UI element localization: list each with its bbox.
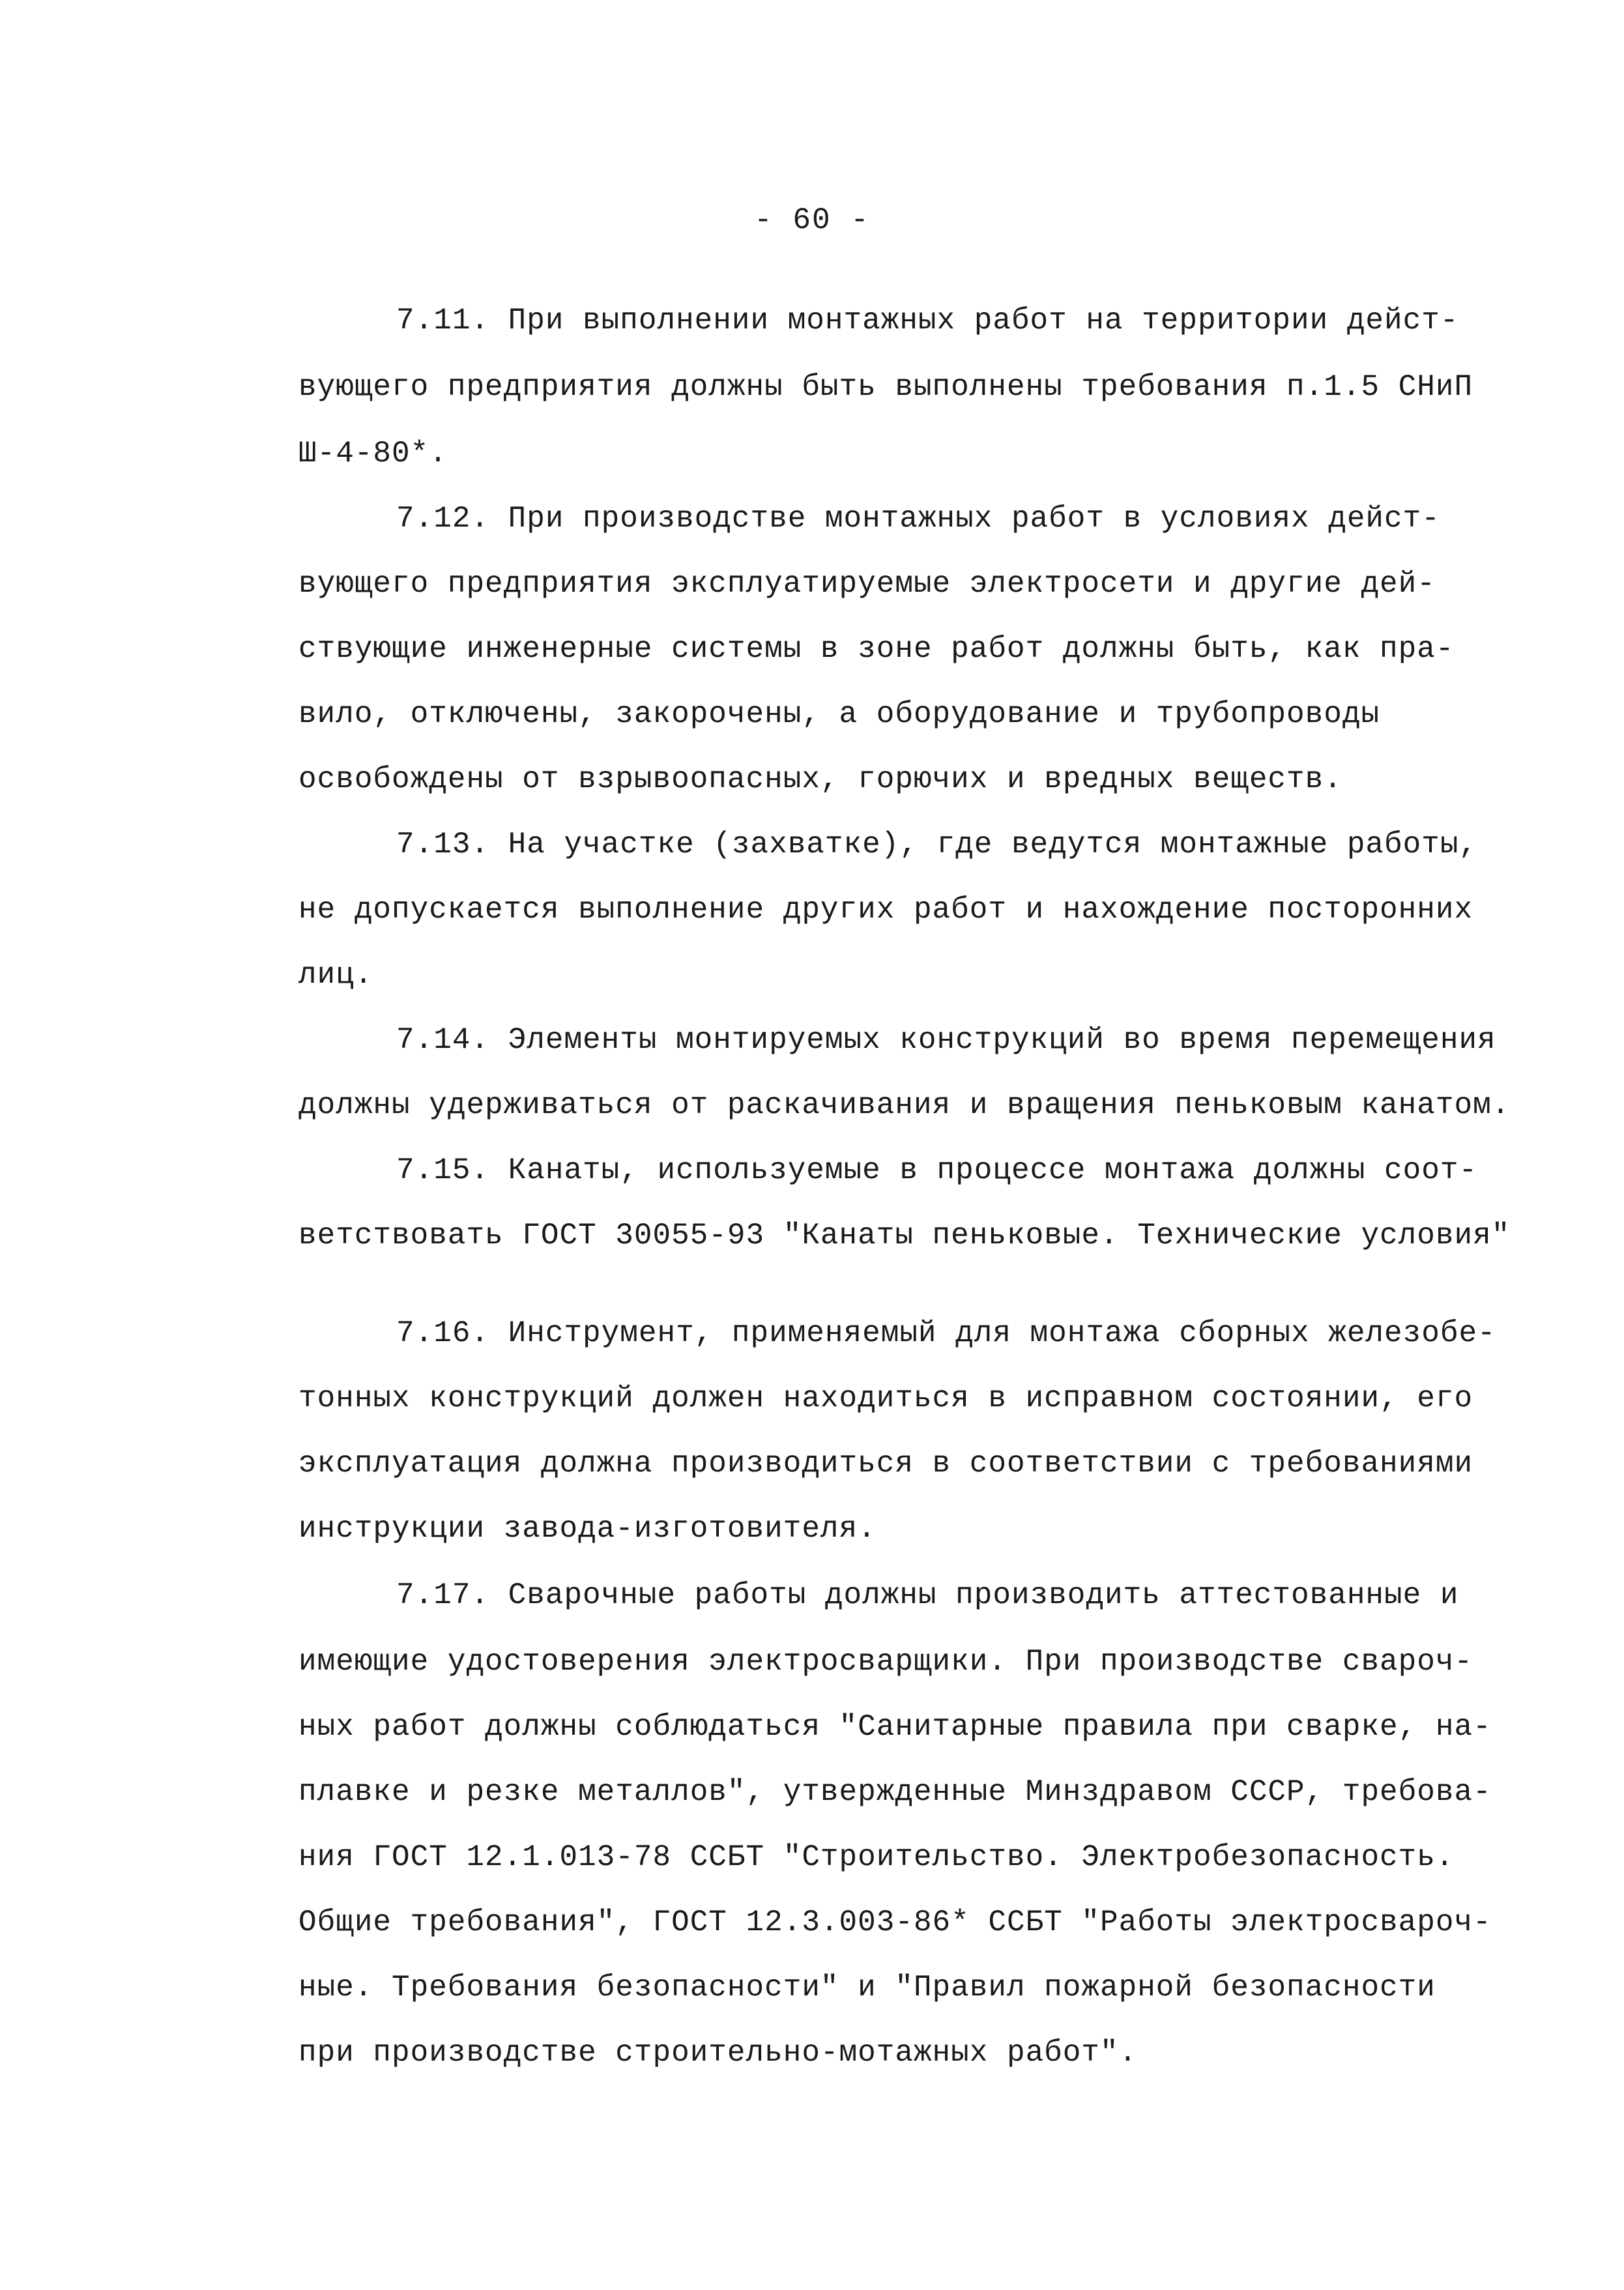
paragraph-7-17-line-1: 7.17. Сварочные работы должны производить аттестованные и bbox=[396, 1578, 1459, 1612]
paragraph-7-17-line-7: ные. Требования безопасности" и "Правил пожарной безопасности bbox=[298, 1971, 1436, 2005]
paragraph-7-15-line-1: 7.15. Канаты, используемые в процессе монтажа должны соот- bbox=[396, 1153, 1478, 1187]
paragraph-7-11-line-3: Ш-4-80*. bbox=[298, 437, 448, 471]
paragraph-7-11-line-2: вующего предприятия должны быть выполнены требования п.1.5 СНиП bbox=[298, 370, 1473, 404]
paragraph-7-12-line-2: вующего предприятия эксплуатируемые электросети и другие дей- bbox=[298, 567, 1436, 601]
paragraph-7-15-line-2: ветствовать ГОСТ 30055-93 "Канаты пеньковые. Технические условия" bbox=[298, 1219, 1511, 1253]
paragraph-7-13-line-3: лиц. bbox=[298, 958, 373, 992]
paragraph-7-16-line-4: инструкции завода-изготовителя. bbox=[298, 1512, 877, 1546]
paragraph-7-13-line-1: 7.13. На участке (захватке), где ведутся монтажные работы, bbox=[396, 828, 1478, 862]
paragraph-7-13-line-2: не допускается выполнение других работ и нахождение посторонних bbox=[298, 893, 1473, 927]
paragraph-7-12-line-3: ствующие инженерные системы в зоне работ должны быть, как пра- bbox=[298, 632, 1455, 666]
paragraph-7-11-line-1: 7.11. При выполнении монтажных работ на территории дейст- bbox=[396, 304, 1459, 338]
paragraph-7-16-line-2: тонных конструкций должен находиться в исправном состоянии, его bbox=[298, 1382, 1473, 1415]
paragraph-7-17-line-3: ных работ должны соблюдаться "Санитарные правила при сварке, на- bbox=[298, 1710, 1492, 1744]
paragraph-7-12-line-5: освобождены от взрывоопасных, горючих и вредных веществ. bbox=[298, 762, 1342, 796]
paragraph-7-14-line-2: должны удерживаться от раскачивания и вращения пеньковым канатом. bbox=[298, 1088, 1511, 1122]
paragraph-7-17-line-8: при производстве строительно-мотажных работ". bbox=[298, 2036, 1138, 2070]
paragraph-7-12-line-1: 7.12. При производстве монтажных работ в условиях дейст- bbox=[396, 502, 1440, 536]
paragraph-7-17-line-2: имеющие удостоверения электросварщики. При производстве свароч- bbox=[298, 1645, 1473, 1679]
paragraph-7-14-line-1: 7.14. Элементы монтируемых конструкций во время перемещения bbox=[396, 1023, 1496, 1057]
page-number: - 60 - bbox=[754, 203, 870, 237]
paragraph-7-17-line-4: плавке и резке металлов", утвержденные Минздравом СССР, требова- bbox=[298, 1775, 1492, 1809]
paragraph-7-17-line-6: Общие требования", ГОСТ 12.3.003-86* ССБТ "Работы электросвароч- bbox=[298, 1906, 1492, 1939]
paragraph-7-17-line-5: ния ГОСТ 12.1.013-78 ССБТ "Строительство. Электробезопасность. bbox=[298, 1840, 1455, 1874]
paragraph-7-12-line-4: вило, отключены, закорочены, а оборудование и трубопроводы bbox=[298, 697, 1380, 731]
paragraph-7-16-line-1: 7.16. Инструмент, применяемый для монтажа сборных железобе- bbox=[396, 1316, 1496, 1350]
paragraph-7-16-line-3: эксплуатация должна производиться в соответствии с требованиями bbox=[298, 1447, 1473, 1481]
